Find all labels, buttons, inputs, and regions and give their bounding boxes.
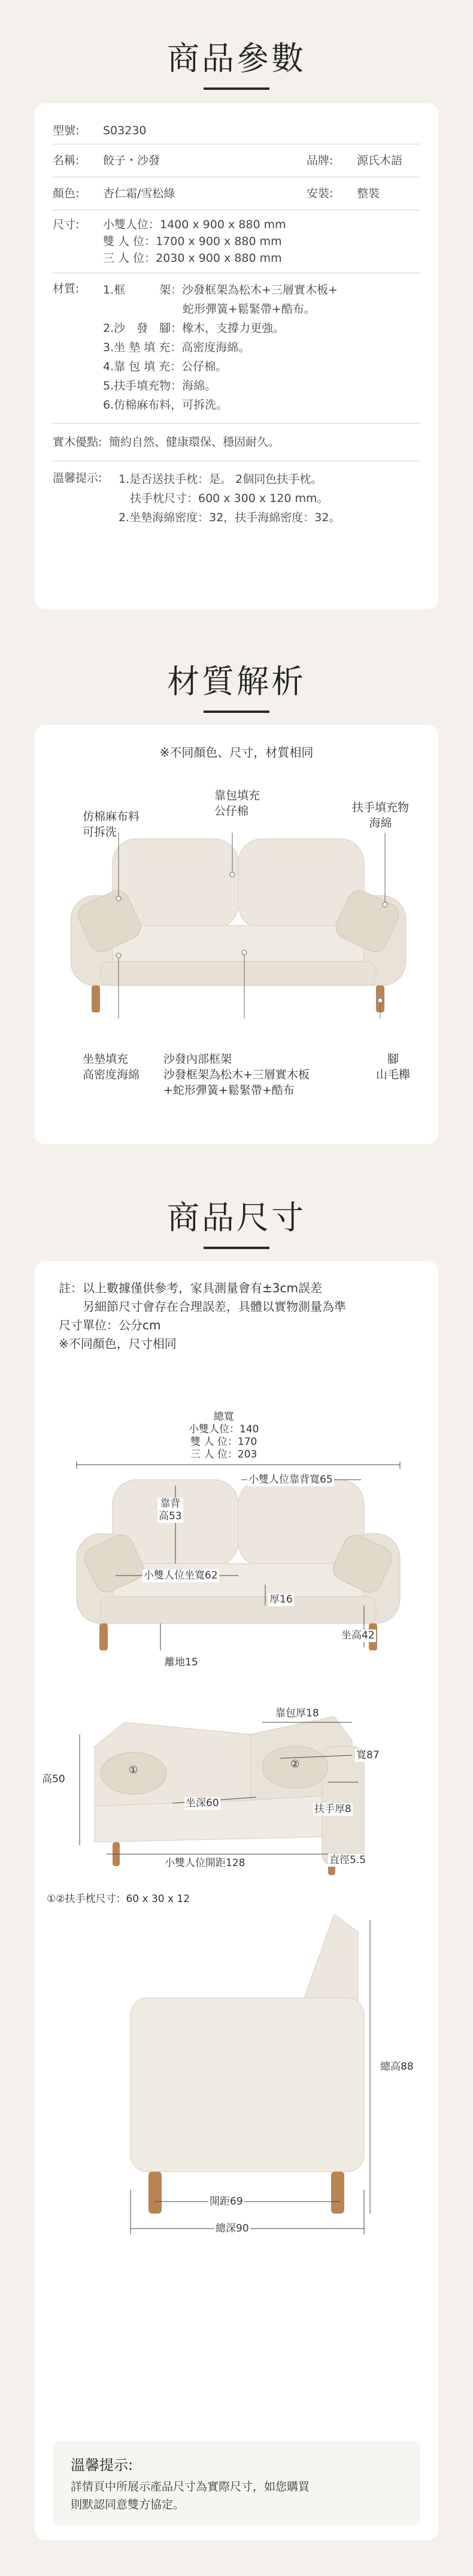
materials-card	[35, 725, 438, 1144]
params-header	[0, 33, 473, 90]
ground-clearance-label: 離地15	[165, 1656, 198, 1668]
advantage-row: 實木優點: 簡約自然、健康環保、穩固耐久。	[35, 424, 438, 461]
params-title: 商品參數	[167, 40, 306, 77]
opening-label: 小雙人位開距128	[165, 1857, 245, 1869]
material-item: 蛇形彈簧+鬆緊帶+酷布。	[103, 303, 316, 316]
cushion-annotation: 靠包填充 公仔棉	[214, 789, 260, 818]
model-row: 型號: S03230	[35, 117, 438, 144]
reminder-line: 則默認同意雙方協定。	[71, 2498, 185, 2511]
title-underline	[204, 1247, 269, 1249]
size-header	[0, 1192, 473, 1249]
total-depth-label: 總深90	[216, 2223, 249, 2235]
tip-line: 扶手枕尺寸：600 x 300 x 120 mm。	[119, 492, 329, 505]
color-value: 杏仁霜/雪松綠	[103, 187, 175, 200]
tip-line: 1.是否送扶手枕：是。 2個同色扶手枕。	[119, 473, 323, 486]
fabric-annotation: 仿棉麻布料 可拆洗	[83, 810, 140, 839]
marker-2: ②	[290, 1758, 300, 1770]
material-row: 材質: 1.框 架：沙發框架為松木+三層實木板+ 蛇形彈簧+鬆緊帶+酷布。 2.沙 發 腳：橡木，支撐力更強。 3.坐 墊 填 充：高密度海綿。 4.靠 包 填 充：公仔棉。 5.扶手填充物：海綿。 6.仿棉麻布料，可拆洗。	[35, 273, 438, 423]
leg-annotation: 腳 山毛櫸	[376, 1053, 411, 1081]
title-underline	[204, 710, 269, 713]
side-view-drawing	[107, 1908, 382, 2244]
size-row: 尺寸: 小雙人位：1400 x 900 x 880 mm 雙 人 位：1700 x 900 x 880 mm 三 人 位：2030 x 900 x 880 mm	[35, 210, 438, 273]
name-row: 名稱: 餃子・沙發 品牌: 源氏木語	[35, 144, 438, 177]
model-value: S03230	[103, 124, 147, 137]
reminder-title: 溫馨提示:	[71, 2457, 134, 2474]
materials-note: ※不同顏色、尺寸，材質相同	[159, 745, 314, 760]
leg-diameter-label: 直徑5.5	[329, 1854, 366, 1866]
back-height-label: 靠背 高53	[159, 1498, 182, 1522]
armrest-thickness-label: 扶手厚8	[314, 1803, 351, 1815]
thickness-label: 厚16	[269, 1594, 293, 1606]
tip-line: 2.坐墊海綿密度：32，扶手海綿密度：32。	[119, 511, 341, 524]
size-notes: 註：以上數據僅供參考，家具測量會有±3cm誤差 另細節尺寸會存在合理誤差，具體以實物測量為準 尺寸單位：公分cm ※不同顏色，尺寸相同	[59, 1281, 346, 1351]
marker-1: ①	[129, 1764, 138, 1776]
back-width-label: 小雙人位靠背寬65	[248, 1474, 333, 1486]
materials-header	[0, 656, 473, 713]
material-item: 3.坐 墊 填 充：高密度海綿。	[103, 341, 250, 354]
seat-height-label: 坐高42	[341, 1629, 375, 1641]
materials-title: 材質解析	[167, 663, 306, 700]
sofa-illustration	[65, 833, 412, 1024]
seat-depth-label: 坐深60	[186, 1797, 219, 1809]
total-height-label: 總高88	[380, 2061, 414, 2073]
size-line: 三 人 位：2030 x 900 x 880 mm	[103, 252, 282, 265]
seatfill-annotation: 坐墊填充 高密度海綿	[83, 1053, 140, 1081]
brand-value: 源氏木語	[357, 154, 403, 167]
size-line: 雙 人 位：1700 x 900 x 880 mm	[103, 235, 282, 248]
reminder-line: 詳情頁中所展示產品尺寸為實際尺寸，如您購買	[71, 2480, 310, 2493]
material-item: 2.沙 發 腳：橡木，支撐力更強。	[103, 322, 285, 335]
size-title: 商品尺寸	[167, 1199, 306, 1236]
reminder-box	[53, 2441, 420, 2525]
title-underline	[204, 87, 269, 90]
size-line: 小雙人位：1400 x 900 x 880 mm	[103, 218, 286, 231]
material-item: 5.扶手填充物：海綿。	[103, 379, 217, 392]
front-view-drawing	[71, 1462, 406, 1653]
material-item: 4.靠 包 填 充：公仔棉。	[103, 360, 228, 373]
tips-row: 溫馨提示: 1.是否送扶手枕：是。 2個同色扶手枕。 扶手枕尺寸：600 x 300 x 120 mm。 2.坐墊海綿密度：32，扶手海綿密度：32。	[35, 461, 438, 527]
armfill-annotation: 扶手填充物 海綿	[352, 801, 410, 830]
angle-view-drawing	[71, 1698, 406, 1878]
pillow-thickness-label: 靠包厚18	[275, 1707, 319, 1719]
pillow-size-note: ①②扶手枕尺寸：60 x 30 x 12	[47, 1893, 190, 1905]
advantage-value: 簡約自然、健康環保、穩固耐久。	[109, 436, 280, 449]
material-item: 6.仿棉麻布料，可拆洗。	[103, 398, 228, 412]
width87-label: 寬87	[356, 1749, 380, 1761]
material-item: 1.框 架：沙發框架為松木+三層實木板+	[103, 283, 338, 297]
height-label: 高50	[42, 1773, 65, 1785]
frame-annotation: 沙發內部框架 沙發框架為松木+三層實木板 +蛇形彈簧+鬆緊帶+酷布	[163, 1053, 310, 1097]
install-value: 整裝	[357, 187, 380, 200]
name-value: 餃子・沙發	[103, 154, 160, 167]
seat-width-label: 小雙人位坐寬62	[144, 1570, 218, 1582]
total-width-label: 總寬 小雙人位：140 雙 人 位：170 三 人 位：203	[189, 1411, 259, 1461]
params-card	[35, 103, 438, 609]
side-opening-label: 開距69	[210, 2196, 243, 2208]
size-card	[35, 1261, 438, 2540]
color-row: 顏色: 杏仁霜/雪松綠 安裝: 整裝	[35, 177, 438, 210]
